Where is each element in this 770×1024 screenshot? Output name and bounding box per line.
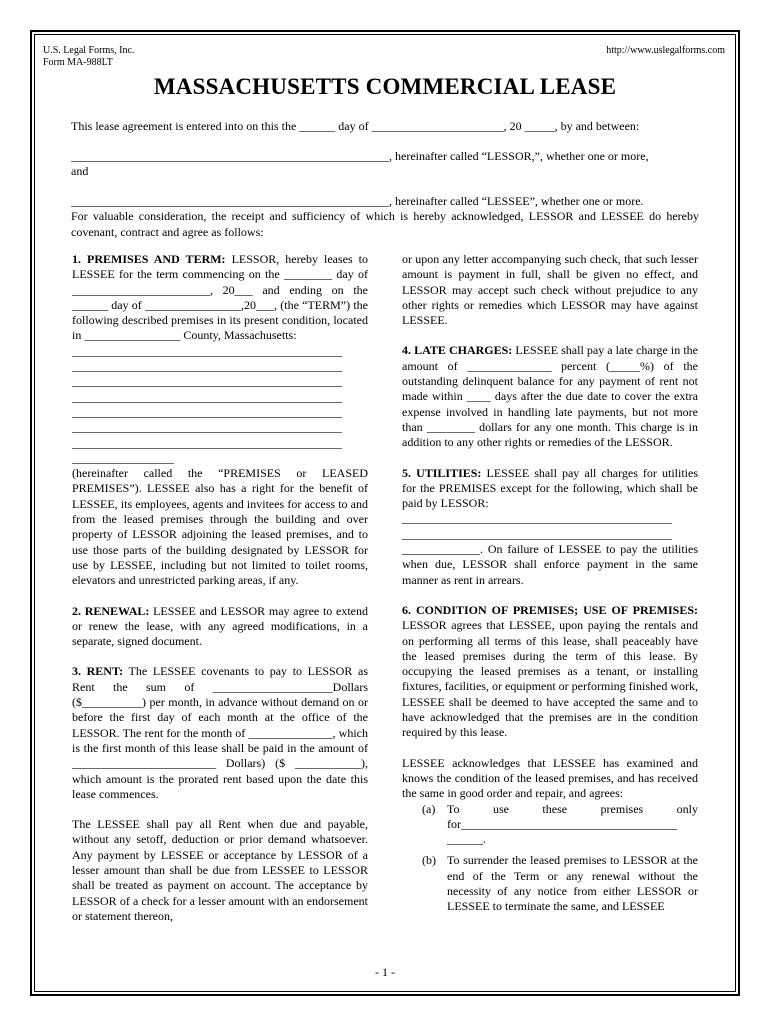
- section-3-heading: 3. RENT:: [72, 664, 124, 679]
- section-4-heading: 4. LATE CHARGES:: [402, 343, 513, 358]
- section-3-rent: [72, 664, 368, 802]
- section-5-continued: _____________. On failure of LESSEE to pay the utilities when due, LESSOR shall enforce payment in the same manner as rent in arrears.: [402, 542, 698, 587]
- blank-line: _____________________________________________: [72, 420, 342, 435]
- company-name: U.S. Legal Forms, Inc.: [43, 45, 135, 56]
- blank-line: _____________________________________________: [402, 526, 672, 541]
- premises-description-lines: [72, 344, 368, 466]
- blank-line: _____________________________________________: [72, 343, 342, 358]
- section-6-heading: 6. CONDITION OF PREMISES; USE OF PREMISES:: [402, 602, 698, 617]
- section-1-heading: 1. PREMISES AND TERM:: [72, 252, 226, 266]
- blank-line: _____________________________________________: [402, 511, 672, 526]
- blank-line: _____________________________________________: [72, 359, 342, 374]
- form-id: Form MA-988LT: [43, 57, 113, 68]
- source-url: http://www.uslegalforms.com: [606, 45, 725, 56]
- blank-line: _____________________________________________: [72, 374, 342, 389]
- list-item-a-text: To use these premises only for____________________________________ ______.: [447, 801, 698, 847]
- blank-line: _________________: [72, 450, 174, 465]
- section-5-text: LESSEE shall pay all charges for utilities for the PREMISES except for the following, which shall be paid by LESSOR:: [402, 465, 698, 511]
- list-item-a: [402, 802, 698, 848]
- list-item-a-label: (a): [422, 801, 436, 816]
- document-title: MASSACHUSETTS COMMERCIAL LEASE: [153, 74, 617, 99]
- section-1-premises: [72, 252, 368, 344]
- utilities-blank-lines: [402, 511, 698, 542]
- rent-continued: or upon any letter accompanying such check, that such lesser amount is payment in full, shall be given no effect, and LESSOR may accept such check without prejudice to any other rights or remedies which LESSOR may have against LESSEE.: [402, 252, 698, 328]
- list-item-b: [402, 853, 698, 914]
- list-item-b-label: (b): [422, 853, 436, 868]
- blank-line: _____________________________________________: [72, 389, 342, 404]
- blank-line: _____________________________________________: [72, 435, 342, 450]
- section-2-heading: 2. RENEWAL:: [72, 603, 150, 618]
- left-column: [72, 252, 368, 924]
- page-number: - 1 -: [375, 965, 395, 979]
- section-5-utilities: [402, 466, 698, 512]
- section-4-text: LESSEE shall pay a late charge in the amount of ______________ percent (_____%) of the outstanding delinquent balance for any payment of rent not made within ____ days after the due date to cover the extra expense involved in handling late payments, but not more than ________ dollars for any one month. This charge is in addition to any other rights or remedies of the LESSOR.: [402, 343, 698, 450]
- section-6-condition: [402, 603, 698, 741]
- right-column: [402, 252, 698, 915]
- intro-date-line: This lease agreement is entered into on this the ______ day of ______________________, 20 _____, by and between:: [71, 119, 640, 133]
- section-1-text: LESSOR, hereby leases to LESSEE for the term commencing on the ________ day of _______________________, 20___ and ending on the ______ day of ________________,20___, (the “TERM”) the following described premises in its present condition, located in ________________ County, Massachusetts:: [72, 252, 368, 343]
- section-5-heading: 5. UTILITIES:: [402, 465, 482, 480]
- intro-lessee-line: _____________________________________________________, hereinafter called “LESSEE”, whether one or more.: [71, 194, 644, 208]
- section-3-payment-terms: The LESSEE shall pay all Rent when due and payable, without any setoff, deduction or prior demand whatsoever. Any payment by LESSEE or acceptance by LESSOR of a lesser amount than shall be due from LESSEE to LESSOR shall be treated as payment on account. The acceptance by LESSOR of a check for a lesser amount with an endorsement or statement thereon,: [72, 817, 368, 923]
- form-header-left: [43, 45, 134, 69]
- intro-and: and: [71, 164, 89, 178]
- section-3-text: The LESSEE covenants to pay to LESSOR as Rent the sum of ____________________Dollars ($__________) per month, in advance without demand on or before the first day of each month at the office of the LESSOR. The rent for the month of ______________, which is the first month of this lease shall be paid in the amount of ________________________ Dollars) ($ ___________), which amount is the prorated rent based upon the date this lease commences.: [72, 664, 368, 801]
- section-6-acknowledgement: LESSEE acknowledges that LESSEE has examined and knows the condition of the leased premises, and has received the same in good order and repair, and agrees:: [402, 755, 698, 801]
- intro-lessor-line: _____________________________________________________, hereinafter called “LESSOR,”, whether one or more,: [71, 149, 649, 163]
- intro-consideration: For valuable consideration, the receipt and sufficiency of which is hereby acknowledged, LESSOR and LESSEE do hereby covenant, contract and agree as follows:: [71, 209, 699, 239]
- section-2-renewal: [72, 604, 368, 650]
- section-6-text: LESSOR agrees that LESSEE, upon paying the rentals and on performing all terms of this lease, shall peaceably have the leased premises during the term of this lease. By occupying the leased premises as a tenant, or installing fixtures, facilities, or equipment or performing finished work, LESSEE shall be deemed to have accepted the same and to have acknowledged that the premises are in the condition required by this lease.: [402, 618, 698, 740]
- section-4-late-charges: [402, 343, 698, 450]
- list-item-b-text: To surrender the leased premises to LESSOR at the end of the Term or any renewal without the necessity of any notice from either LESSOR or LESSEE to terminate the same, and LESSEE: [447, 853, 698, 914]
- section-2-text: LESSEE and LESSOR may agree to extend or renew the lease, with any agreed modifications, in a separate, signed document.: [72, 603, 368, 649]
- blank-line: _____________________________________________: [72, 404, 342, 419]
- section-1-continued: (hereinafter called the “PREMISES or LEASED PREMISES”). LESSEE also has a right for the benefit of LESSEE, its employees, agents and invitees for access to and from the leased premises through the building and over property of LESSOR adjoining the leased premises, and to use those parts of the building designated by LESSOR for use by LESSEE, including but not limited to toilet rooms, elevators and unrestricted parking areas, if any.: [72, 466, 368, 588]
